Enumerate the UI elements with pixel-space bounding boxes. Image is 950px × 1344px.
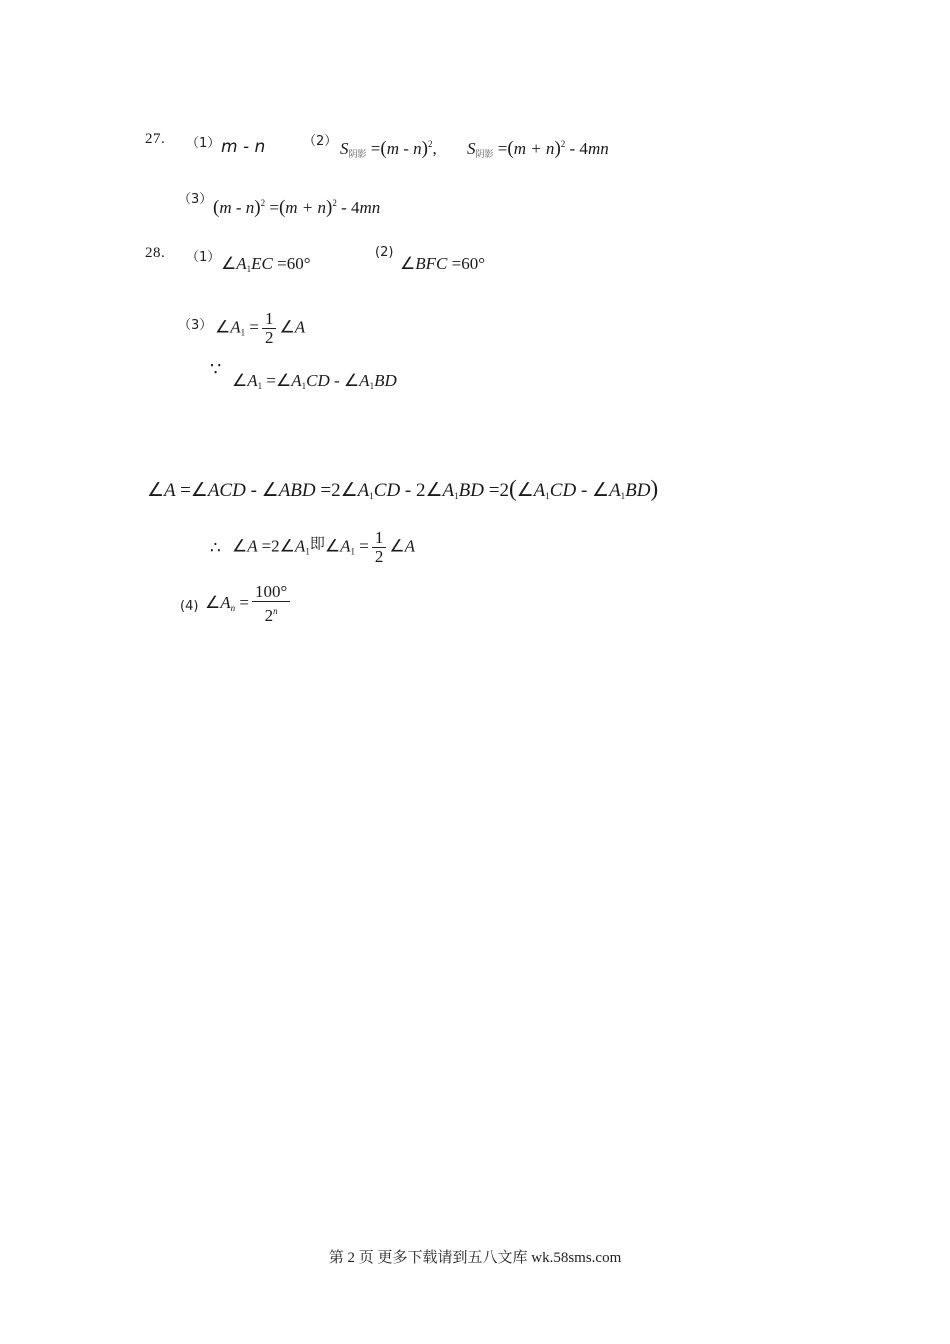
q28-derivation: ∠A =∠ACD - ∠ABD $=2\angle A_1CD$ - $2\angle A_1BD$ $=2(\angle A_1CD$ - $\angle A_1BD$) — [147, 476, 659, 501]
q28-part4-answer: $\angle A_n$ = $\frac{100^\circ}{2^n}$ — [205, 583, 293, 625]
therefore-symbol: ∴ — [210, 538, 221, 558]
q28-part3-label: （3） — [178, 318, 213, 333]
question-28-number: 28. — [145, 245, 166, 261]
q27-part3-answer: $(m - n)^2 =(m + n)^2 - 4mn$ — [213, 197, 381, 218]
q28-part3-claim: $\angle A_1$ = $\frac{1}{2}$ ∠A — [215, 309, 306, 347]
q27-part2-expression-a: S阴影 =(m - n)$^2$, — [340, 138, 437, 160]
q27-part2-expression-b: S阴影 $=(m + n)^2 - 4mn$ — [467, 138, 609, 160]
q27-part2-label: （2） — [303, 134, 338, 149]
page-footer: 第 2 页 更多下载请到五八文库 wk.58sms.com — [328, 1250, 622, 1266]
q28-part1-label: （1） — [186, 250, 221, 265]
q28-because-line: $\angle A_1$ $=\angle A_1CD$ - $\angle A_1BD$ — [232, 371, 397, 391]
q28-part1-answer: $\angle A_1EC =60^\circ$ — [221, 254, 311, 274]
q28-part2-label: (2) — [375, 245, 394, 260]
q27-part3-label: （3） — [178, 192, 213, 207]
question-27-number: 27. — [145, 131, 166, 147]
q27-part1-label: （1） — [186, 136, 221, 151]
q27-part1-answer: m - n — [221, 137, 266, 157]
q28-part2-answer: ∠BFC =60° — [400, 254, 485, 274]
because-symbol: ∵ — [210, 359, 222, 380]
q28-part4-label: (4) — [180, 599, 199, 614]
q28-conclusion: ∠A $=2\angle A_1$即$\angle A_1$ = $\frac{1}{2}$ ∠A — [232, 528, 415, 566]
